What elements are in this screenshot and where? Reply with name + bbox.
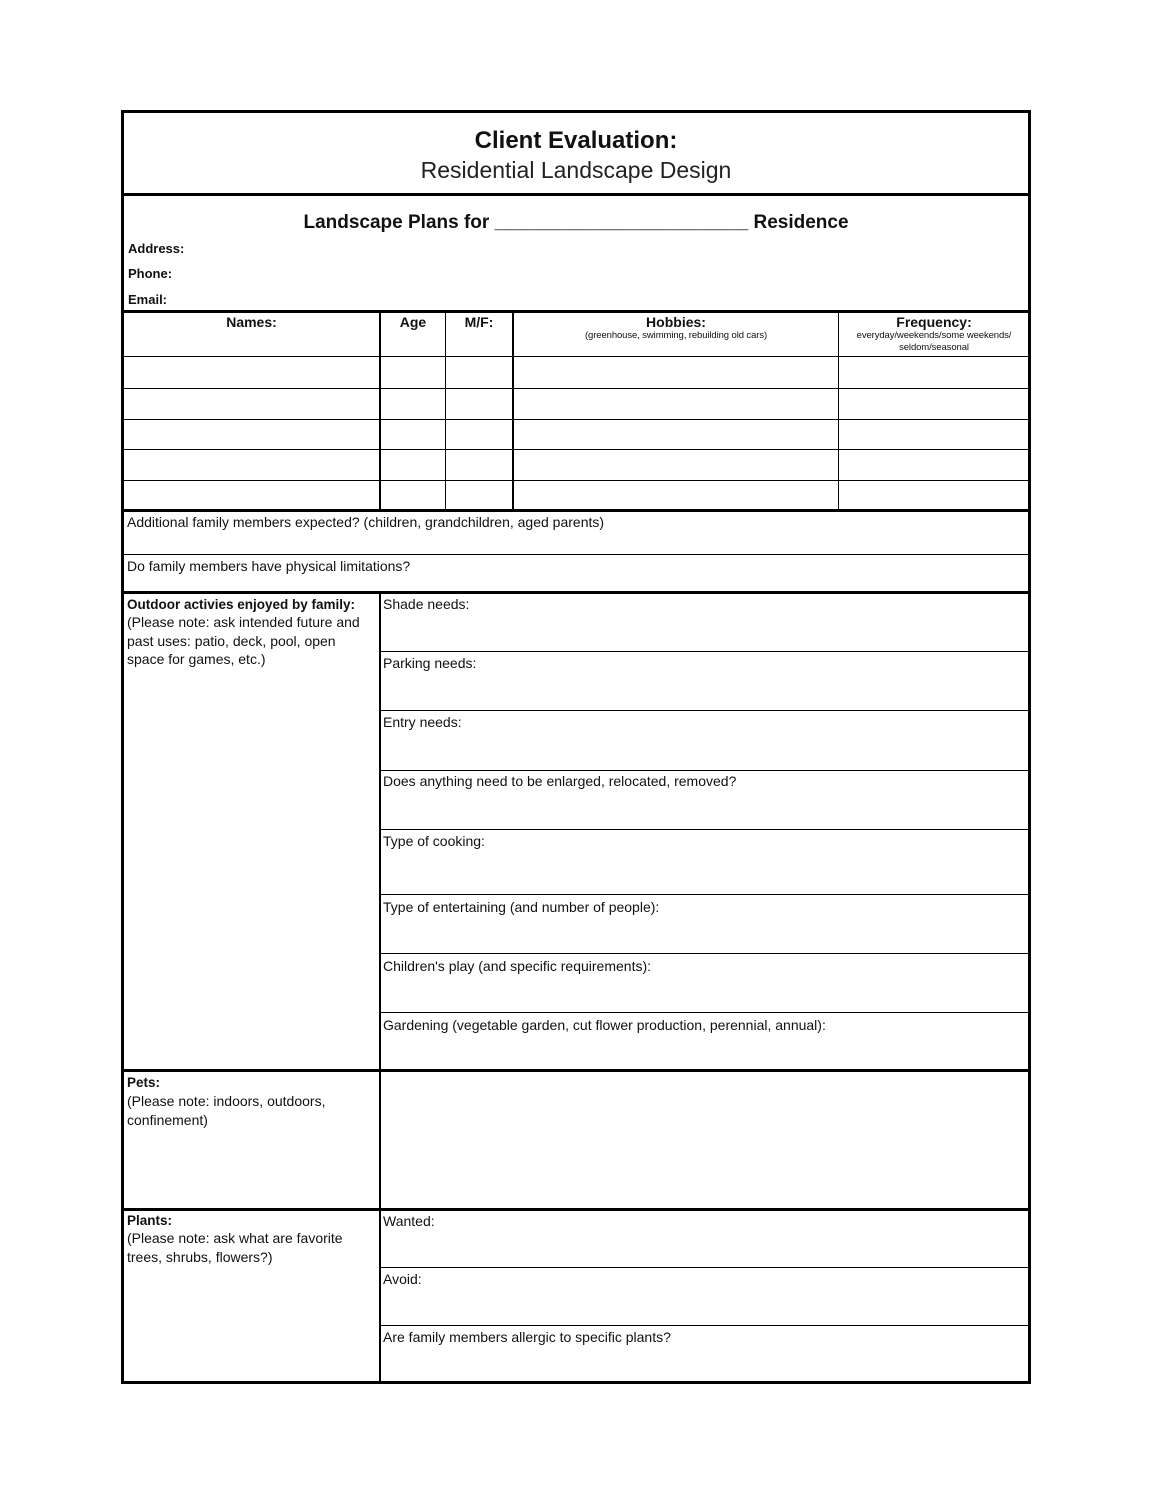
divider [380,829,1028,830]
phone-label: Phone: [128,266,173,281]
address-label: Address: [128,241,185,256]
plants-avoid-field[interactable] [382,1269,1028,1325]
plants-wanted-field[interactable] [382,1211,1028,1267]
plants-wanted-label: Wanted: [383,1213,435,1229]
divider [124,193,1028,196]
email-label: Email: [128,292,168,307]
enlarge-relocate-label: Does anything need to be enlarged, relocated, removed? [383,773,737,789]
section-col-rule [379,593,381,1381]
plans-prefix: Landscape Plans for [303,212,490,233]
parking-needs-label: Parking needs: [383,655,477,671]
col-header-frequency: Frequency: everyday/weekends/some weekends/ seldom/seasonal [840,314,1028,354]
gardening-field[interactable] [382,1014,1028,1069]
enlarge-relocate-field[interactable] [382,771,1028,828]
divider [380,651,1028,652]
divider [380,1012,1028,1013]
hobbies-hint: (greenhouse, swimming, rebuilding old cars) [584,330,768,341]
additional-family-field[interactable] [124,512,1028,553]
plans-line [124,212,1028,234]
table-row[interactable] [124,389,1028,419]
outdoor-note: (Please note: ask intended future and past uses: patio, deck, pool, open space for games, etc.) [127,614,360,667]
physical-limitations-field[interactable] [124,555,1028,590]
pets-title: Pets: [127,1075,161,1090]
col-header-hobbies: Hobbies: (greenhouse, swimming, rebuilding old cars) [513,314,839,342]
residence-name-field[interactable]: ________________________ [494,212,749,233]
cooking-field[interactable] [382,831,1028,894]
entertaining-label: Type of entertaining (and number of people): [383,899,660,915]
plants-title: Plants: [127,1213,173,1228]
col-header-names: Names: [226,314,277,330]
form-subtitle: Residential Landscape Design [420,157,732,183]
divider [380,710,1028,711]
additional-family-question: Additional family members expected? (children, grandchildren, aged parents) [127,514,605,530]
pets-field[interactable] [382,1072,1028,1207]
divider [380,894,1028,895]
entry-needs-field[interactable] [382,712,1028,769]
cooking-label: Type of cooking: [383,833,485,849]
table-row[interactable] [124,357,1028,388]
parking-needs-field[interactable] [382,653,1028,710]
plant-allergy-field[interactable] [382,1327,1028,1381]
plans-suffix: Residence [753,212,849,233]
table-row[interactable] [124,450,1028,480]
pets-note: (Please note: indoors, outdoors, confinement) [127,1093,326,1128]
physical-limitations-question: Do family members have physical limitations? [127,558,411,574]
table-row[interactable] [124,420,1028,449]
divider [380,953,1028,954]
childrens-play-field[interactable] [382,955,1028,1012]
entry-needs-label: Entry needs: [383,714,462,730]
entertaining-field[interactable] [382,896,1028,953]
frequency-hint: everyday/weekends/some weekends/ seldom/seasonal [856,330,1012,353]
col-header-mf: M/F: [464,314,494,330]
outdoor-title: Outdoor activies enjoyed by family: [127,597,356,612]
divider [380,1267,1028,1268]
client-evaluation-form [121,110,1031,1384]
plant-allergy-label: Are family members allergic to specific plants? [383,1329,671,1345]
col-header-age: Age [399,314,427,330]
plants-note: (Please note: ask what are favorite trees, shrubs, flowers?) [127,1230,343,1265]
divider [380,1325,1028,1326]
shade-needs-label: Shade needs: [383,596,470,612]
childrens-play-label: Children's play (and specific requirements): [383,958,652,974]
gardening-label: Gardening (vegetable garden, cut flower production, perennial, annual): [383,1017,826,1033]
table-row[interactable] [124,481,1028,509]
plants-avoid-label: Avoid: [383,1271,422,1287]
divider [124,310,1028,313]
form-title: Client Evaluation: [474,127,678,154]
shade-needs-field[interactable] [382,594,1028,651]
